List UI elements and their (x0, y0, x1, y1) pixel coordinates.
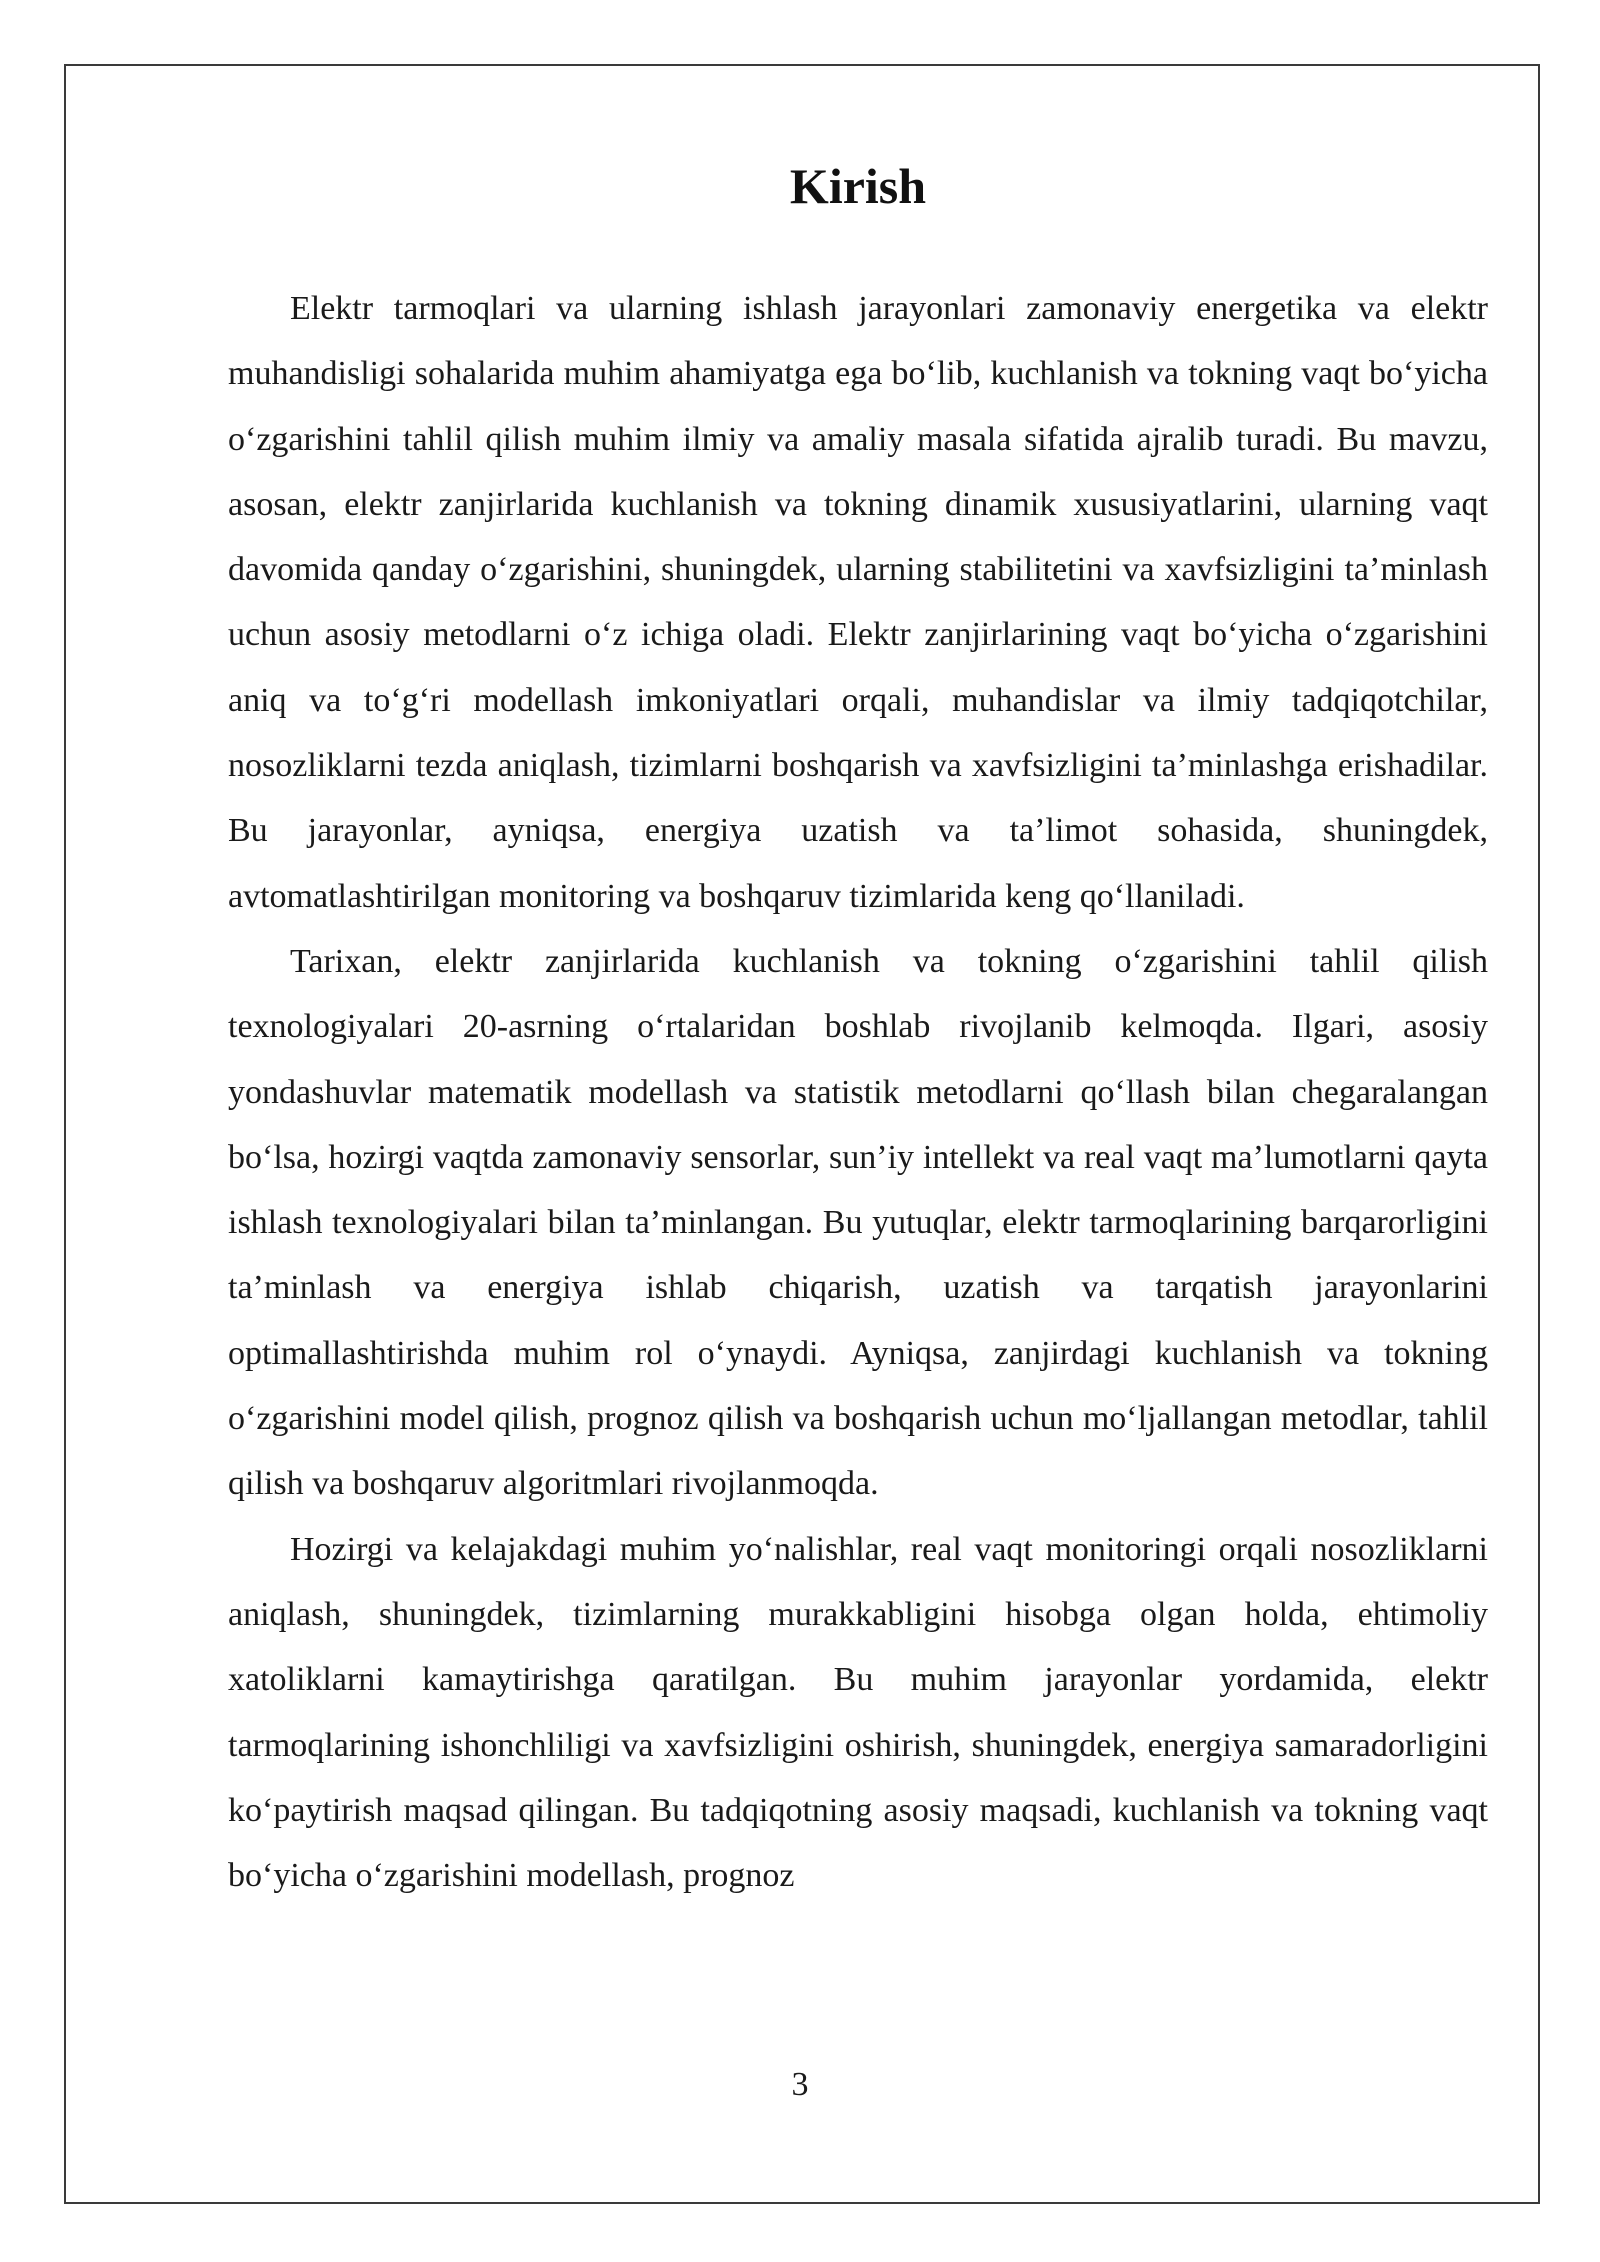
paragraph-2: Tarixan, elektr zanjirlarida kuchlanish va tokning o‘zgarishini tahlil qilish texnologiyalari 20-asrning o‘rtalaridan boshlab rivojlanib kelmoqda. Ilgari, asosiy yondashuvlar matematik modellash va statistik metodlarni qo‘llash bilan chegaralangan bo‘lsa, hozirgi vaqtda zamonaviy sensorlar, sun’iy intellekt va real vaqt ma’lumotlarni qayta ishlash texnologiyalari bilan ta’minlangan. Bu yutuqlar, elektr tarmoqlarining barqarorligini ta’minlash va energiya ishlab chiqarish, uzatish va tarqatish jarayonlarini optimallashtirishda muhim rol o‘ynaydi. Ayniqsa, zanjirdagi kuchlanish va tokning o‘zgarishini model qilish, prognoz qilish va boshqarish uchun mo‘ljallangan metodlar, tahlil qilish va boshqaruv algoritmlari rivojlanmoqda. (228, 942, 1488, 1503)
page-title: Kirish (789, 158, 927, 214)
paragraph-1: Elektr tarmoqlari va ularning ishlash jarayonlari zamonaviy energetika va elektr muhandisligi sohalarida muhim ahamiyatga ega bo‘lib, kuchlanish va tokning vaqt bo‘yicha o‘zgarishini tahlil qilish muhim ilmiy va amaliy masala sifatida ajralib turadi. Bu mavzu, asosan, elektr zanjirlarida kuchlanish va tokning dinamik xususiyatlarini, ularning vaqt davomida qanday o‘zgarishini, shuningdek, ularning stabilitetini va xavfsizligini ta’minlash uchun asosiy metodlarni o‘z ichiga oladi. Elektr zanjirlarining vaqt bo‘yicha o‘zgarishini aniq va to‘g‘ri modellash imkoniyatlari orqali, muhandislar va ilmiy tadqiqotchilar, nosozliklarni tezda aniqlash, tizimlarni boshqarish va xavfsizligini ta’minlashga erishadilar. Bu jarayonlar, ayniqsa, energiya uzatish va ta’limot sohasida, shuningdek, avtomatlashtirilgan monitoring va boshqaruv tizimlarida keng qo‘llaniladi. (228, 290, 1488, 915)
paragraph-3: Hozirgi va kelajakdagi muhim yo‘nalishlar, real vaqt monitoringi orqali nosozliklarni aniqlash, shuningdek, tizimlarning murakkabligini hisobga olgan holda, ehtimoliy xatoliklarni kamaytirishga qaratilgan. Bu muhim jarayonlar yordamida, elektr tarmoqlarining ishonchliligi va xavfsizligini oshirish, shuningdek, energiya samaradorligini ko‘paytirish maqsad qilingan. Bu tadqiqotning asosiy maqsadi, kuchlanish va tokning vaqt bo‘yicha o‘zgarishini modellash, prognoz (228, 1530, 1488, 1895)
page-number: 3 (791, 2066, 809, 2103)
document-body (228, 150, 1488, 1908)
